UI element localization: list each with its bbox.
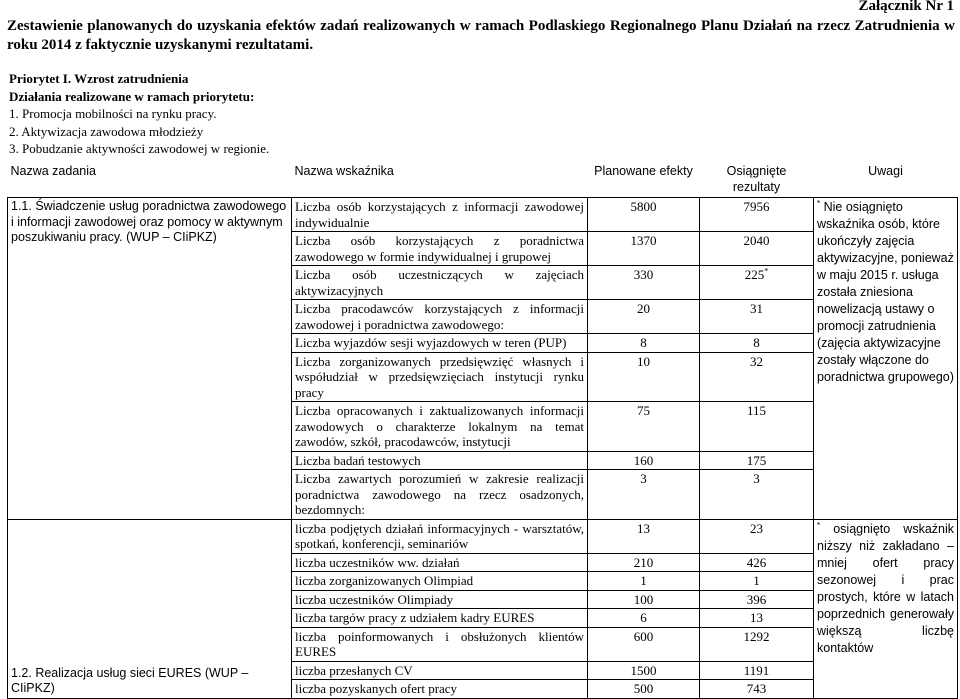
achieved-value: 1191 (743, 662, 770, 678)
priority-heading: Priorytet I. Wzrost zatrudnienia (9, 71, 189, 86)
achieved-cell (700, 553, 814, 572)
achieved-value: 2040 (743, 233, 770, 248)
indicator-cell: Liczba zawartych porozumień w zakresie realizacji poradnictwa zawodowego na rzecz osadzonych, bezdomnych: (292, 470, 588, 520)
planned-cell: 3 (588, 470, 700, 520)
planned-cell: 6 (588, 609, 700, 628)
indicator-cell: liczba uczestników ww. działań (292, 553, 588, 572)
priority-action: 1. Promocja mobilności na rynku pracy. (9, 106, 217, 121)
achieved-cell (700, 519, 814, 553)
table-header-row (8, 162, 958, 198)
achieved-cell (700, 300, 814, 334)
planned-cell: 1 (588, 572, 700, 591)
priority-action: 3. Pobudzanie aktywności zawodowej w regionie. (9, 141, 270, 156)
table-row (8, 519, 958, 553)
achieved-cell (700, 232, 814, 266)
indicator-cell: Liczba osób korzystających z poradnictwa zawodowego w formie indywidualnej i grupowej (292, 232, 588, 266)
header-indicator: Nazwa wskaźnika (294, 164, 394, 178)
task-name: 1.2. Realizacja usług sieci EURES (WUP – CIiPKZ) (8, 519, 292, 698)
task-name: 1.1. Świadczenie usług poradnictwa zawodowego i informacji zawodowej oraz pomocy w aktywnym poszukiwaniu pracy. (WUP – CIiPKZ) (8, 198, 292, 520)
achieved-cell (700, 266, 814, 300)
planned-cell: 210 (588, 553, 700, 572)
planned-cell: 330 (588, 266, 700, 300)
achieved-value: 225 (744, 267, 765, 282)
document-title: Zestawienie planowanych do uzyskania efektów zadań realizowanych w ramach Podlaskiego Regionalnego Planu Działań na rzecz Zatrudnienia w roku 2014 z faktycznie uzyskanymi rezultatami. (7, 18, 955, 53)
achieved-value: 743 (746, 681, 767, 696)
planned-cell: 1370 (588, 232, 700, 266)
achieved-value: 175 (746, 452, 767, 468)
planned-cell: 20 (588, 300, 700, 334)
achieved-value: 7956 (743, 199, 770, 214)
achieved-cell (700, 334, 814, 353)
planned-cell: 13 (588, 519, 700, 553)
notes-cell (814, 519, 958, 698)
priority-section (9, 70, 269, 158)
achieved-cell (700, 352, 814, 402)
planned-cell: 1500 (588, 661, 700, 680)
planned-cell: 100 (588, 590, 700, 609)
priority-action: 2. Aktywizacja zawodowa młodzieży (9, 123, 204, 139)
achieved-cell (700, 590, 814, 609)
indicator-cell: Liczba zorganizowanych przedsięwzięć własnych i współudział w przedsięwzięciach instytucji rynku pracy (292, 352, 588, 402)
results-table (7, 162, 958, 699)
table-row (8, 198, 958, 232)
indicator-cell: liczba pozyskanych ofert pracy (292, 680, 588, 699)
achieved-cell (700, 451, 814, 470)
indicator-cell: liczba przesłanych CV (292, 661, 588, 680)
achieved-value: 1 (753, 573, 760, 588)
indicator-cell: Liczba osób uczestniczących w zajęciach aktywizacyjnych (292, 266, 588, 300)
planned-cell: 75 (588, 402, 700, 452)
indicator-cell: Liczba opracowanych i zaktualizowanych informacji zawodowych o charakterze lokalnym na temat zawodów, szkół, pracodawców, instytucji (292, 402, 588, 452)
footnote-mark: * (817, 198, 821, 208)
planned-cell: 5800 (588, 198, 700, 232)
achieved-cell (700, 402, 814, 452)
achieved-cell (700, 680, 814, 699)
achieved-value: 32 (750, 353, 763, 369)
notes-cell (814, 198, 958, 520)
achieved-value: 8 (753, 335, 760, 350)
priority-subheading: Działania realizowane w ramach priorytetu: (9, 88, 255, 104)
indicator-cell: liczba uczestników Olimpiady (292, 590, 588, 609)
note-text: osiągnięto wskaźnik niższy niż zakładano – mniej ofert pracy sezonowej i prac prostych, które w latach poprzednich generowały większą liczbę kontaktów (817, 521, 954, 655)
achieved-value: 23 (750, 520, 763, 536)
achieved-value: 13 (750, 610, 763, 625)
indicator-cell: Liczba pracodawców korzystających z informacji zawodowej i poradnictwa zawodowego: (292, 300, 588, 334)
planned-cell: 600 (588, 627, 700, 661)
achieved-cell (700, 609, 814, 628)
indicator-cell: liczba targów pracy z udziałem kadry EURES (292, 609, 588, 628)
indicator-cell: liczba poinformowanych i obsłużonych klientów EURES (292, 627, 588, 661)
annex-label: Załącznik Nr 1 (858, 0, 954, 14)
header-achieved: Osiągnięte rezultaty (726, 164, 787, 194)
header-planned: Planowane efekty (594, 164, 693, 178)
achieved-value: 115 (746, 403, 767, 418)
indicator-cell: Liczba osób korzystających z informacji zawodowej indywidualnie (292, 198, 588, 232)
note-text: Nie osiągnięto wskaźnika osób, które ukończyły zajęcia aktywizacyjne, ponieważ w maju 2015 r. usługa została zniesiona nowelizacją ustawy o promocji zatrudnienia (zajęcia aktywizacyjne zostały włączone do poradnictwa grupowego) (817, 200, 954, 384)
achieved-value: 31 (750, 301, 763, 316)
planned-cell: 160 (588, 451, 700, 470)
achieved-value: 3 (753, 471, 760, 486)
indicator-cell: Liczba badań testowych (292, 451, 588, 470)
planned-cell: 500 (588, 680, 700, 699)
indicator-cell: liczba zorganizowanych Olimpiad (292, 572, 588, 591)
indicator-cell: liczba podjętych działań informacyjnych - warsztatów, spotkań, konferencji, seminariów (292, 519, 588, 553)
planned-cell: 10 (588, 352, 700, 402)
planned-cell: 8 (588, 334, 700, 353)
indicator-cell: Liczba wyjazdów sesji wyjazdowych w teren (PUP) (292, 334, 588, 353)
achieved-value: 396 (746, 591, 767, 607)
header-notes: Uwagi (868, 164, 903, 178)
achieved-cell (700, 470, 814, 520)
achieved-value: 426 (746, 554, 767, 570)
achieved-cell (700, 572, 814, 591)
footnote-mark: * (764, 266, 769, 276)
achieved-value: 1292 (743, 628, 770, 644)
header-task: Nazwa zadania (10, 164, 96, 178)
footnote-mark: * (817, 520, 821, 530)
achieved-cell (700, 198, 814, 232)
achieved-cell (700, 627, 814, 661)
